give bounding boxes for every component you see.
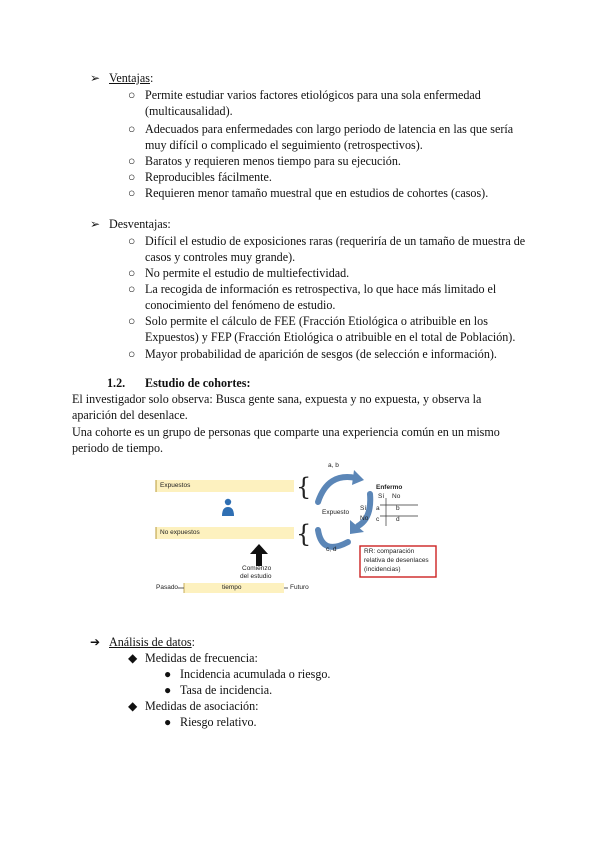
desventajas-heading: Desventajas: [109,217,171,231]
circle-bullet-icon: ○ [128,282,136,296]
list-item-cont: (multicausalidad). [145,104,233,118]
list-item-cont: Expuestos) y FEP (Fracción Etiológica o atribuible en el total de Población). [145,330,516,344]
circle-bullet-icon: ○ [128,266,136,280]
circle-bullet-icon: ○ [128,186,136,200]
up-arrow-icon [250,544,268,566]
paragraph-line: El investigador solo observa: Busca gente sana, expuesta y no expuesta, y observa la [72,392,482,406]
dot-bullet-icon: ● [164,715,172,729]
no-row-label: No [360,515,369,522]
rr-text: relativa de desenlaces [364,557,429,564]
arrow-bullet-icon: ➢ [90,71,101,85]
cell-d: d [396,516,400,523]
rr-text: (incidencias) [364,566,401,573]
list-item: Riesgo relativo. [180,715,257,729]
asociacion-heading: Medidas de asociación: [145,699,259,713]
frecuencia-heading: Medidas de frecuencia: [145,651,258,665]
circle-bullet-icon: ○ [128,347,136,361]
comienzo-label: Comienzo [242,565,272,572]
circle-bullet-icon: ○ [128,314,136,328]
rr-text: RR: comparación [364,548,415,555]
list-item: Permite estudiar varios factores etiológicos para una sola enfermedad [145,88,481,102]
dot-bullet-icon: ● [164,683,172,697]
cd-label: c, d [326,546,337,553]
paragraph-line: periodo de tiempo. [72,441,164,455]
list-item: Adecuados para enfermedades con largo periodo de latencia en las que sería [145,122,514,136]
brace-icon: { [296,473,312,501]
list-item: Difícil el estudio de exposiciones raras (requeriría de un tamaño de muestra de [145,234,526,248]
circle-bullet-icon: ○ [128,88,136,102]
list-item: Mayor probabilidad de aparición de sesgos (de selección e información). [145,347,497,361]
section-number: 1.2. [107,376,126,390]
ab-label: a, b [328,462,339,469]
si-row-label: Sí [360,505,367,512]
cohort-diagram [150,460,450,600]
cell-c: c [376,516,380,523]
dot-bullet-icon: ● [164,667,172,681]
enfermo-label: Enfermo [376,484,403,491]
circle-bullet-icon: ○ [128,122,136,136]
arrow-bullet-icon: ➢ [90,217,101,231]
list-item: Incidencia acumulada o riesgo. [180,667,331,681]
list-item: Tasa de incidencia. [180,683,273,697]
list-item: La recogida de información es retrospectiva, lo que hace más limitado el [145,282,497,296]
list-item-cont: casos y controles muy grande). [145,250,296,264]
circle-bullet-icon: ○ [128,234,136,248]
tiempo-label: tiempo [222,584,242,591]
paragraph-line: aparición del desenlace. [72,408,188,422]
circle-bullet-icon: ○ [128,170,136,184]
futuro-label: Futuro [290,584,309,591]
diamond-bullet-icon: ◆ [128,651,138,665]
pasado-label: Pasado [156,584,179,591]
list-item: No permite el estudio de multiefectividad. [145,266,350,280]
person-icon [222,499,234,516]
ventajas-heading: Ventajas: [109,71,154,85]
diamond-bullet-icon: ◆ [128,699,138,713]
cell-b: b [396,505,400,512]
cell-a: a [376,505,380,512]
no-col-label: No [392,493,401,500]
right-arrow-icon: ➔ [90,635,101,649]
list-item-cont: muy difícil o complicado el seguimiento (retrospectivos). [145,138,423,152]
comienzo-label-2: del estudio [240,573,272,580]
list-item: Baratos y requieren menos tiempo para su ejecución. [145,154,401,168]
section-title: Estudio de cohortes: [145,376,251,390]
list-item: Requieren menor tamaño muestral que en estudios de cohortes (casos). [145,186,489,200]
list-item-cont: conocimiento del fenómeno de estudio. [145,298,336,312]
expuesto-label: Expuesto [322,509,350,516]
expuestos-label: Expuestos [160,482,191,489]
paragraph-line: Una cohorte es un grupo de personas que comparte una experiencia común en un mismo [72,425,500,439]
circle-bullet-icon: ○ [128,154,136,168]
no-expuestos-label: No expuestos [160,529,200,536]
list-item: Solo permite el cálculo de FEE (Fracción Etiológica o atribuible en los [145,314,488,328]
analisis-heading: Análisis de datos: [109,635,196,649]
brace-icon: { [296,520,312,548]
list-item: Reproducibles fácilmente. [145,170,272,184]
si-col-label: Sí [378,493,385,500]
